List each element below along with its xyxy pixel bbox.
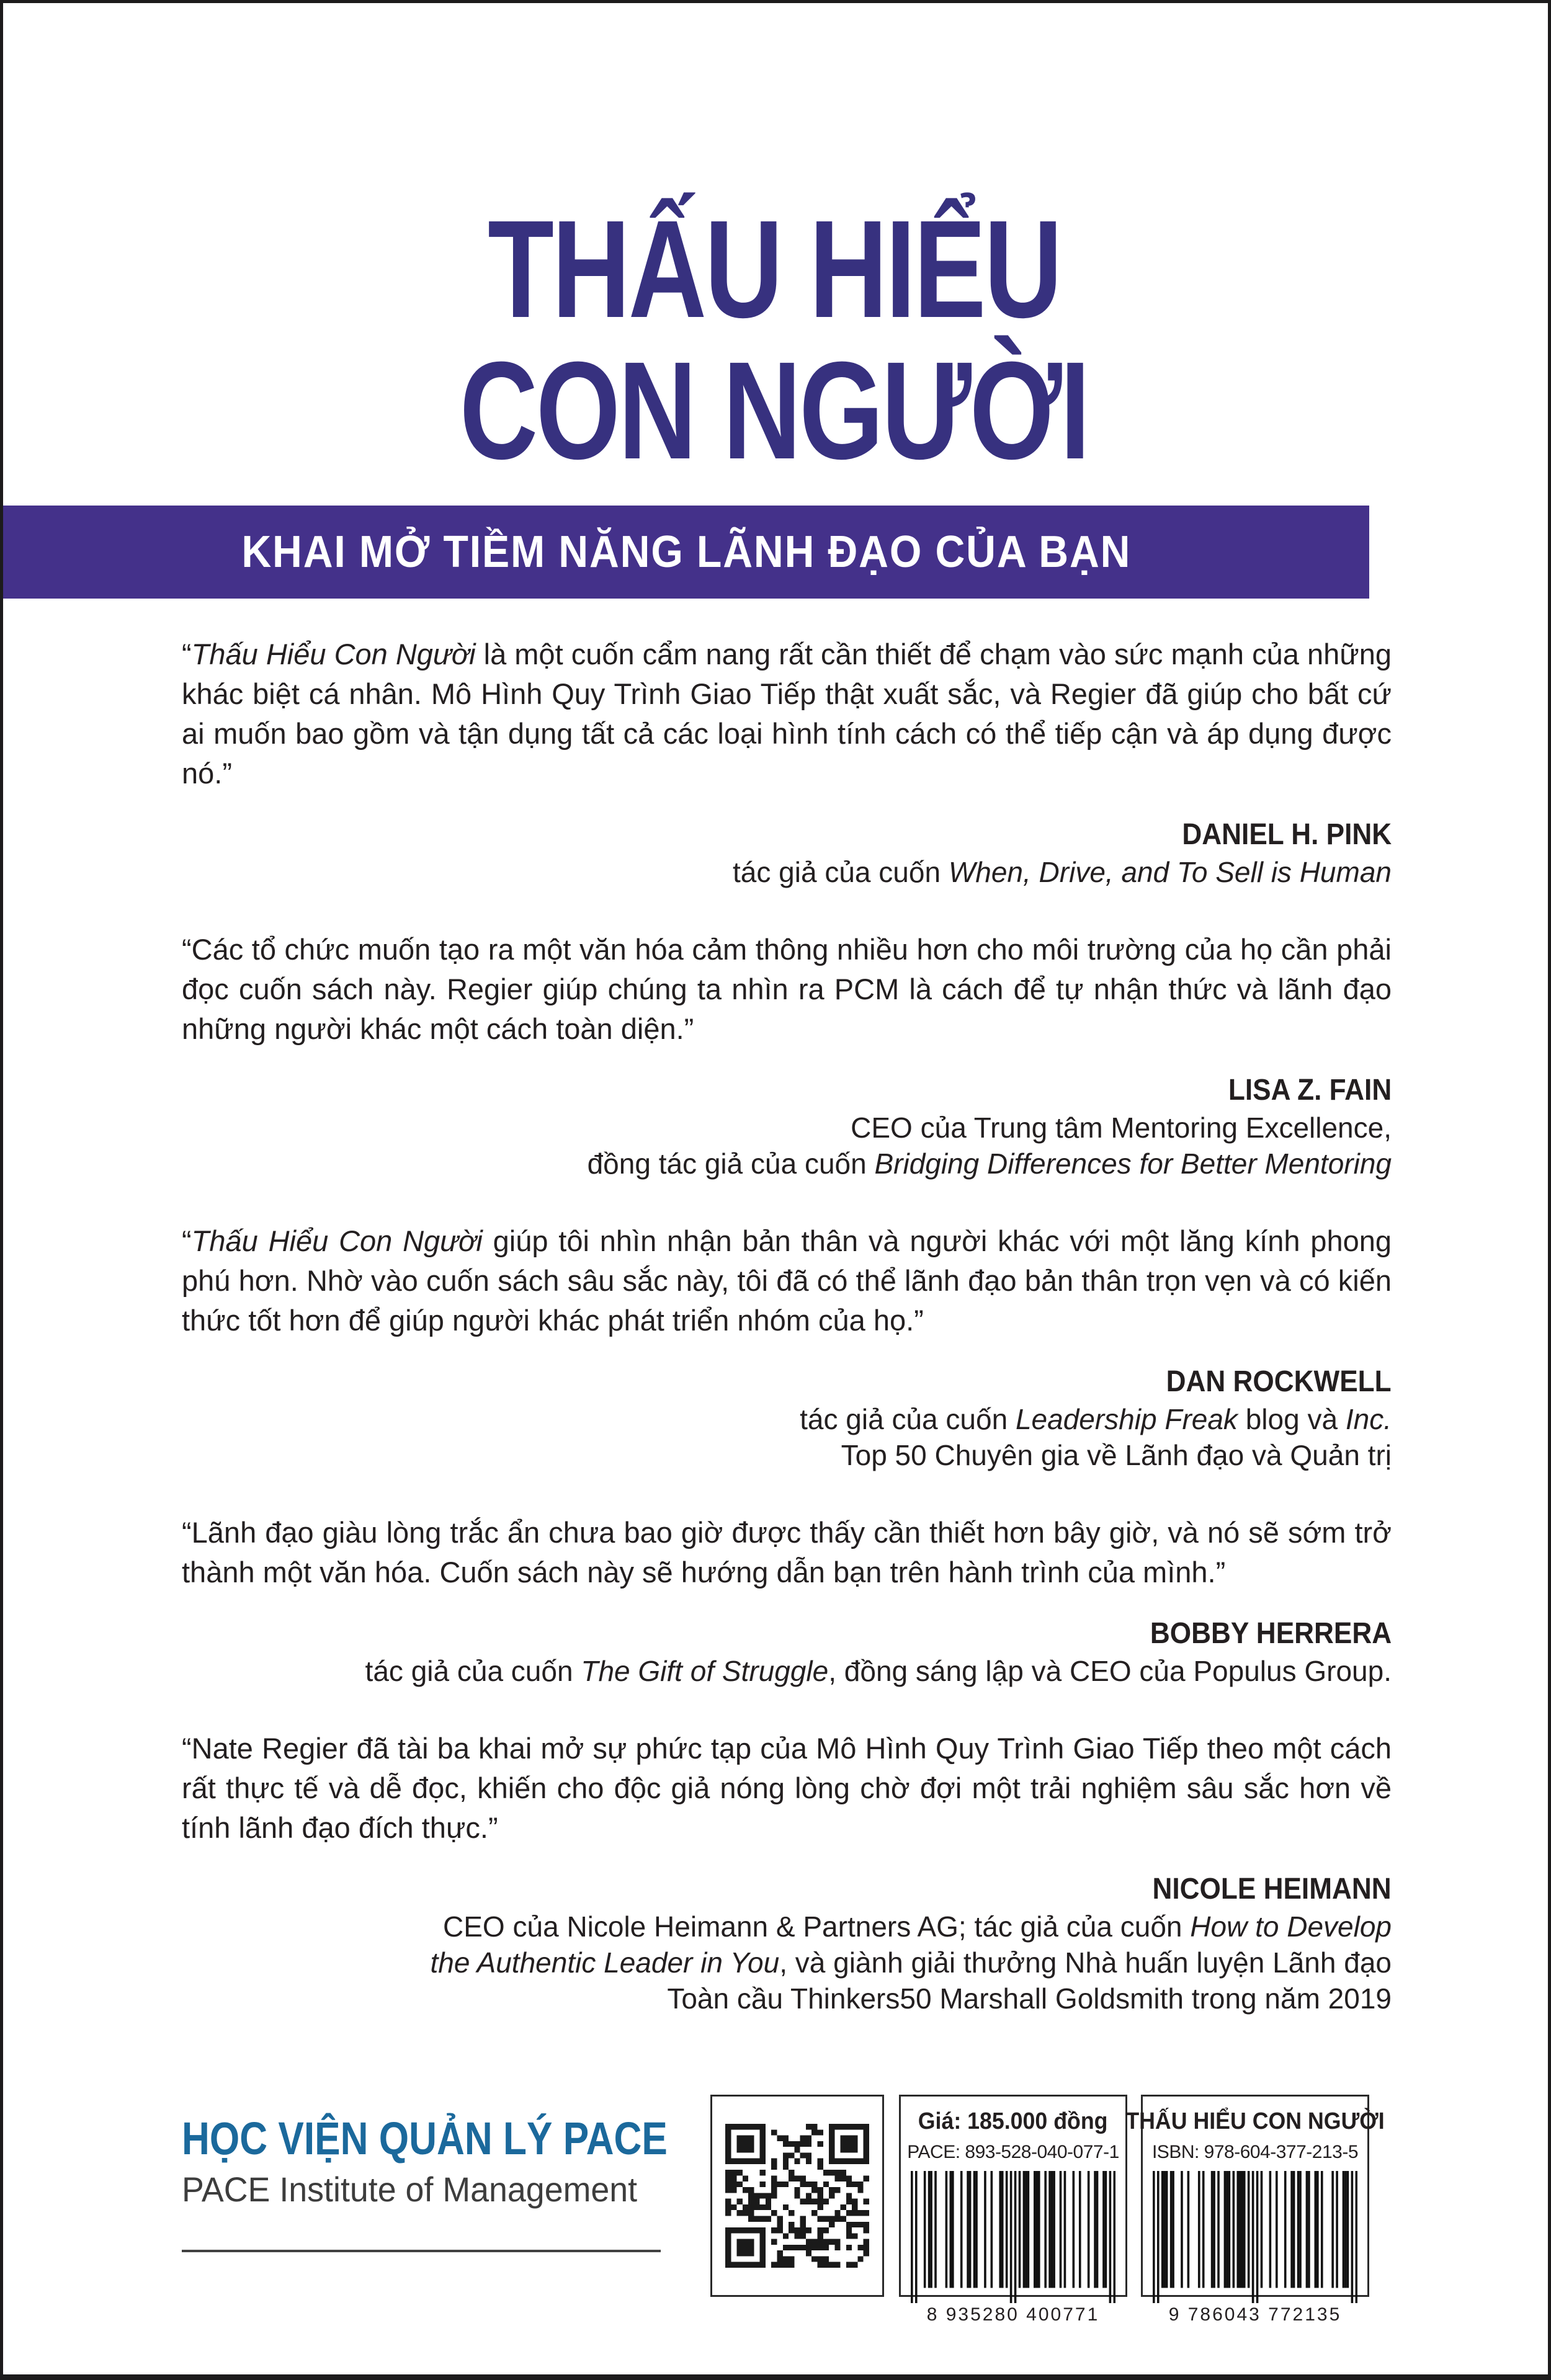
text-segment: “Nate Regier đã tài ba khai mở sự phức tạp của Mô Hình Quy Trình Giao Tiếp theo một cách rất thực tế và dễ đọc, khiến cho độc giả nóng lòng chờ đợi một trải nghiệm sâu sắc hơn về tính lãnh đạo đích thực.”	[182, 1732, 1392, 1844]
quote-author: LISA Z. FAIN	[1228, 1074, 1392, 1107]
book-title-line1	[3, 192, 1545, 347]
text-segment: “	[182, 638, 192, 671]
isbn-barcode	[1153, 2171, 1357, 2303]
publisher-name-vi: HỌC VIỆN QUẢN LÝ PACE	[182, 2113, 668, 2164]
quote-credits	[182, 854, 1392, 890]
text-segment: giúp tôi nhìn nhận bản thân và người khác với một lăng kính phong phú hơn. Nhờ vào cuốn sách sâu sắc này, tôi đã có thể lãnh đạo bản thân trọn vẹn và có kiến thức tốt hơn để giúp người khác phát triển nhóm của họ.”	[182, 1224, 1392, 1337]
testimonial-quote-2	[182, 930, 1392, 1182]
quote-credits	[182, 1401, 1392, 1473]
quote-author: NICOLE HEIMANN	[1152, 1873, 1392, 1905]
quote-author: DAN ROCKWELL	[1166, 1365, 1392, 1398]
isbn-barcode-bars	[1153, 2171, 1357, 2303]
isbn-number: ISBN: 978-604-377-213-5	[1151, 2142, 1359, 2162]
testimonial-quote-1	[182, 635, 1392, 890]
publisher-name-en: PACE Institute of Management	[182, 2170, 638, 2209]
text-segment: Thấu Hiểu Con Người	[191, 1224, 483, 1257]
text-segment: “Các tổ chức muốn tạo ra một văn hóa cảm thông nhiều hơn cho môi trường của họ cần phải đọc cuốn sách này. Regier giúp chúng ta nhìn ra PCM là cách để tự nhận thức và lãnh đạo những người khác một cách toàn diện.”	[182, 933, 1392, 1045]
price-barcode-digits: 8 935280 400771	[926, 2304, 1100, 2325]
quote-credit-line: tác giả của cuốn When, Drive, and To Sell is Human	[733, 856, 1392, 888]
quote-text	[182, 1729, 1392, 1848]
price-label: Giá: 185.000 đồng	[918, 2108, 1108, 2134]
book-title-line2-text: CON NGƯỜI	[460, 333, 1089, 488]
testimonial-quote-3	[182, 1221, 1392, 1473]
pace-code: PACE: 893-528-040-077-1	[907, 2142, 1119, 2162]
quote-credits	[182, 1653, 1392, 1689]
testimonials	[182, 635, 1392, 2056]
isbn-box	[1125, 2095, 1385, 2325]
quote-credit-line: Top 50 Chuyên gia về Lãnh đạo và Quản trị	[841, 1439, 1392, 1471]
subtitle-banner	[3, 506, 1369, 599]
subtitle-banner-text: KHAI MỞ TIỀM NĂNG LÃNH ĐẠO CỦA BẠN	[241, 527, 1131, 577]
price-barcode	[911, 2171, 1115, 2303]
text-segment: là một cuốn cẩm nang rất cần thiết để chạm vào sức mạnh của những khác biệt cá nhân. Mô Hình Quy Trình Giao Tiếp thật xuất sắc, và Regier đã giúp cho bất cứ ai muốn bao gồm và tận dụng tất cả các loại hình tính cách có thể tiếp cận và áp dụng được nó.”	[182, 638, 1392, 790]
quote-credit-line: Toàn cầu Thinkers50 Marshall Goldsmith trong năm 2019	[667, 1982, 1392, 2015]
quote-text	[182, 930, 1392, 1049]
publisher-block	[182, 2111, 760, 2213]
quote-text	[182, 635, 1392, 793]
qr-code-box	[710, 2095, 884, 2297]
quote-credit-line: CEO của Nicole Heimann & Partners AG; tác giả của cuốn How to Develop	[443, 1910, 1392, 1943]
quote-credit-line: tác giả của cuốn The Gift of Struggle, đồng sáng lập và CEO của Populus Group.	[365, 1655, 1392, 1687]
testimonial-quote-5	[182, 1729, 1392, 2017]
book-title-line1-text: THẤU HIỂU	[488, 192, 1061, 347]
publisher-divider	[182, 2250, 661, 2252]
quote-author: DANIEL H. PINK	[1182, 818, 1392, 851]
isbn-barcode-digits: 9 786043 772135	[1168, 2304, 1342, 2325]
testimonial-quote-4	[182, 1513, 1392, 1689]
quote-credit-line: CEO của Trung tâm Mentoring Excellence,	[851, 1112, 1392, 1144]
book-title-line2	[3, 333, 1545, 488]
quote-credit-line: the Authentic Leader in You, và giành giải thưởng Nhà huấn luyện Lãnh đạo	[430, 1946, 1392, 1979]
quote-credits	[182, 1909, 1392, 2017]
quote-credits	[182, 1110, 1392, 1182]
quote-text	[182, 1513, 1392, 1592]
book-title	[3, 192, 1545, 491]
quote-text	[182, 1221, 1392, 1340]
text-segment: “Lãnh đạo giàu lòng trắc ẩn chưa bao giờ được thấy cần thiết hơn bây giờ, và nó sẽ sớm trở thành một văn hóa. Cuốn sách này sẽ hướng dẫn bạn trên hành trình của mình.”	[182, 1516, 1392, 1589]
text-segment: “	[182, 1224, 192, 1257]
isbn-book-title: THẤU HIỂU CON NGƯỜI	[1125, 2108, 1385, 2134]
quote-credit-line: đồng tác giả của cuốn Bridging Differences for Better Mentoring	[587, 1148, 1392, 1180]
qr-code	[725, 2124, 869, 2268]
quote-author: BOBBY HERRERA	[1150, 1617, 1392, 1650]
quote-credit-line: tác giả của cuốn Leadership Freak blog và Inc.	[800, 1403, 1392, 1435]
price-box	[899, 2095, 1127, 2325]
text-segment: Thấu Hiểu Con Người	[191, 638, 476, 671]
price-barcode-bars	[911, 2171, 1115, 2303]
